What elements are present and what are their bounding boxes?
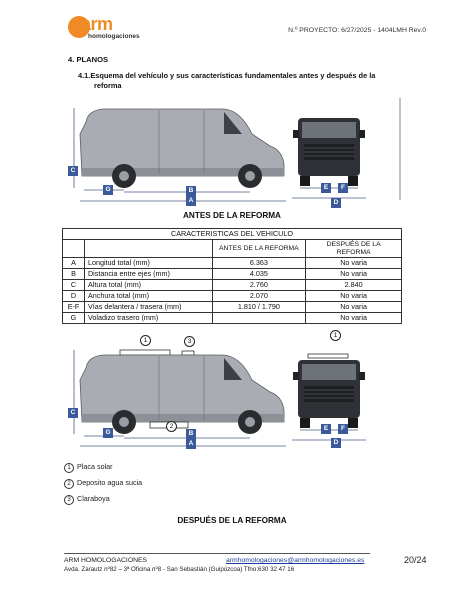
table-header-blank-name [84,240,212,258]
row-after: No varia [306,302,402,313]
dim-label-g-before: G [103,185,113,195]
page-number: 20/24 [404,555,427,565]
dim-label-e-before: E [321,183,331,193]
dim-label-g-after: G [103,428,113,438]
van-front-view-before [293,118,365,186]
row-after: No varia [306,291,402,302]
dim-label-c-after: C [68,408,78,418]
row-name: Distancia entre ejes (mm) [84,269,212,280]
dim-label-b-before: B [186,186,196,196]
dim-label-a-before: A [186,196,196,206]
row-before: 2.070 [212,291,306,302]
dim-label-b-after: B [186,429,196,439]
table-row [63,302,402,313]
legend-item [64,494,110,505]
van-side-view-before [80,109,284,188]
table-header-after: DESPUÉS DE LA REFORMA [306,240,402,258]
table-row [63,258,402,269]
row-after: No varia [306,313,402,324]
table-caption: CARACTERISTICAS DEL VEHICULO [63,229,402,240]
van-before-drawing [64,94,414,212]
logo-text: arm [81,14,113,34]
footer-divider [64,553,370,554]
row-name: Anchura total (mm) [84,291,212,302]
callout-2-side: 2 [166,421,177,432]
row-code: D [63,291,85,302]
subsection-title [78,71,408,91]
table-row [63,291,402,302]
figure-title-before: ANTES DE LA REFORMA [183,211,281,220]
legend-item [64,478,142,489]
row-after: No varia [306,258,402,269]
row-name: Altura total (mm) [84,280,212,291]
table-header-before: ANTES DE LA REFORMA [212,240,306,258]
table-caption-row [63,229,402,240]
dim-label-d-before: D [331,198,341,208]
table-row [63,280,402,291]
row-before: 4.035 [212,269,306,280]
footer-address: Avda. Zarautz nº82 – 3ª Oficina nº8 - San Sebastián (Guipúzcoa) Tfno:630 32 47 16 [64,566,295,573]
table-header-blank-code [63,240,85,258]
table-header-row [63,240,402,258]
dim-label-d-after: D [331,438,341,448]
row-after: No varia [306,269,402,280]
row-before: 1.810 / 1.790 [212,302,306,313]
callout-1-front: 1 [330,330,341,341]
row-name: Vías delantera / trasera (mm) [84,302,212,313]
subsection-line-2: reforma [94,81,122,90]
van-after-drawing [64,344,414,452]
row-before [212,313,306,324]
subsection-line-1: 4.1.Esquema del vehículo y sus características fundamentales antes y después de la [78,71,376,80]
row-before: 6.363 [212,258,306,269]
legend-text: Deposito agua sucia [77,478,143,487]
van-front-view-after [293,354,365,428]
legend-text: Placa solar [77,462,113,471]
legend-number: 2 [64,479,74,489]
table-row [63,269,402,280]
row-code: E-F [63,302,85,313]
callout-1-side: 1 [140,335,151,346]
footer-company: ARM HOMOLOGACIONES [64,557,148,564]
dim-label-c-before: C [68,166,78,176]
dim-label-f-before: F [338,183,348,193]
row-code: C [63,280,85,291]
company-logo [68,16,160,42]
row-name: Longitud total (mm) [84,258,212,269]
dim-label-e-after: E [321,424,331,434]
legend-number: 1 [64,463,74,473]
figure-title-after: DESPUÉS DE LA REFORMA [177,516,287,525]
row-code: A [63,258,85,269]
legend-text: Claraboya [77,494,110,503]
vehicle-specs-table [62,228,402,324]
row-code: G [63,313,85,324]
logo-subtitle: homologaciones [88,33,140,40]
footer-email-link[interactable]: armhomologaciones@armhomologaciones.es [226,557,365,564]
row-code: B [63,269,85,280]
table-row [63,313,402,324]
row-name: Voladizo trasero (mm) [84,313,212,324]
project-number: N.º PROYECTO: 6/27/2025 - 1404LMH Rev.0 [288,27,426,34]
dim-label-f-after: F [338,424,348,434]
row-before: 2.760 [212,280,306,291]
section-title: 4. PLANOS [68,55,109,64]
callout-3-side: 3 [184,336,195,347]
legend-item [64,462,113,473]
legend-number: 3 [64,495,74,505]
van-side-view-after [80,350,284,434]
row-after: 2.840 [306,280,402,291]
dim-label-a-after: A [186,439,196,449]
